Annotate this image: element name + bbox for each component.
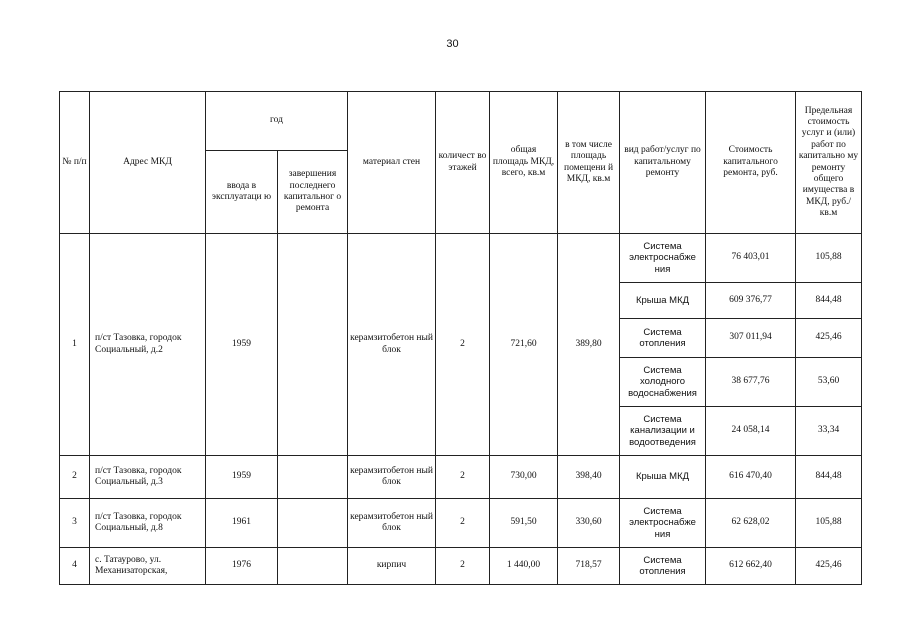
row-work-type: Крыша МКД bbox=[620, 283, 706, 319]
row-cost: 62 628,02 bbox=[706, 499, 796, 548]
row-wall-material: керамзитобетон ный блок bbox=[348, 456, 436, 499]
row-work-type: Система электроснабже ния bbox=[620, 234, 706, 283]
row-limit-cost: 425,46 bbox=[796, 319, 862, 358]
header-num: № п/п bbox=[60, 92, 90, 234]
header-year-last-repair: завершения последнего капитальног о ремонта bbox=[278, 151, 348, 234]
row-year-last-repair bbox=[278, 234, 348, 456]
row-address: п/ст Тазовка, городок Социальный, д.2 bbox=[90, 234, 206, 456]
row-year-last-repair bbox=[278, 548, 348, 585]
row-premises-area: 718,57 bbox=[558, 548, 620, 585]
header-floors: количест во этажей bbox=[436, 92, 490, 234]
row-year-last-repair bbox=[278, 499, 348, 548]
table-row bbox=[60, 234, 862, 283]
row-year-commission: 1976 bbox=[206, 548, 278, 585]
row-cost: 307 011,94 bbox=[706, 319, 796, 358]
row-cost: 38 677,76 bbox=[706, 358, 796, 407]
row-limit-cost: 105,88 bbox=[796, 234, 862, 283]
row-year-last-repair bbox=[278, 456, 348, 499]
header-work-type: вид работ/услуг по капитальному ремонту bbox=[620, 92, 706, 234]
capital-repair-table bbox=[59, 91, 862, 585]
row-limit-cost: 844,48 bbox=[796, 456, 862, 499]
header-premises-area: в том числе площадь помещени й МКД, кв.м bbox=[558, 92, 620, 234]
row-premises-area: 389,80 bbox=[558, 234, 620, 456]
row-address: п/ст Тазовка, городок Социальный, д.3 bbox=[90, 456, 206, 499]
row-year-commission: 1959 bbox=[206, 456, 278, 499]
row-num: 1 bbox=[60, 234, 90, 456]
row-year-commission: 1959 bbox=[206, 234, 278, 456]
row-wall-material: керамзитобетон ный блок bbox=[348, 234, 436, 456]
row-wall-material: керамзитобетон ный блок bbox=[348, 499, 436, 548]
row-year-commission: 1961 bbox=[206, 499, 278, 548]
row-num: 4 bbox=[60, 548, 90, 585]
page-number: 30 bbox=[446, 38, 459, 50]
row-floors: 2 bbox=[436, 548, 490, 585]
row-floors: 2 bbox=[436, 456, 490, 499]
row-cost: 609 376,77 bbox=[706, 283, 796, 319]
header-wall-material: материал стен bbox=[348, 92, 436, 234]
row-limit-cost: 425,46 bbox=[796, 548, 862, 585]
row-cost: 76 403,01 bbox=[706, 234, 796, 283]
header-total-area: общая площадь МКД, всего, кв.м bbox=[490, 92, 558, 234]
table-row bbox=[60, 548, 862, 585]
header-limit-cost: Предельная стоимость услуг и (или) работ по капитально му ремонту общего имущества в МКД, руб./кв.м bbox=[796, 92, 862, 234]
row-cost: 616 470,40 bbox=[706, 456, 796, 499]
header-cost: Стоимость капитального ремонта, руб. bbox=[706, 92, 796, 234]
row-limit-cost: 33,34 bbox=[796, 407, 862, 456]
row-work-type: Система холодного водоснабжения bbox=[620, 358, 706, 407]
row-address: п/ст Тазовка, городок Социальный, д.8 bbox=[90, 499, 206, 548]
row-work-type: Система электроснабже ния bbox=[620, 499, 706, 548]
row-total-area: 1 440,00 bbox=[490, 548, 558, 585]
row-work-type: Система отопления bbox=[620, 548, 706, 585]
table-row bbox=[60, 456, 862, 499]
row-address: с. Татаурово, ул. Механизаторская, bbox=[90, 548, 206, 585]
row-num: 2 bbox=[60, 456, 90, 499]
row-work-type: Крыша МКД bbox=[620, 456, 706, 499]
row-total-area: 721,60 bbox=[490, 234, 558, 456]
row-limit-cost: 105,88 bbox=[796, 499, 862, 548]
row-total-area: 591,50 bbox=[490, 499, 558, 548]
row-floors: 2 bbox=[436, 499, 490, 548]
row-cost: 24 058,14 bbox=[706, 407, 796, 456]
row-floors: 2 bbox=[436, 234, 490, 456]
table-row bbox=[60, 499, 862, 548]
row-work-type: Система отопления bbox=[620, 319, 706, 358]
row-num: 3 bbox=[60, 499, 90, 548]
row-limit-cost: 53,60 bbox=[796, 358, 862, 407]
row-limit-cost: 844,48 bbox=[796, 283, 862, 319]
row-total-area: 730,00 bbox=[490, 456, 558, 499]
row-premises-area: 330,60 bbox=[558, 499, 620, 548]
row-cost: 612 662,40 bbox=[706, 548, 796, 585]
header-row-1 bbox=[60, 92, 862, 151]
row-work-type: Система канализации и водоотведения bbox=[620, 407, 706, 456]
header-year-commission: ввода в эксплуатаци ю bbox=[206, 151, 278, 234]
row-wall-material: кирпич bbox=[348, 548, 436, 585]
header-year: год bbox=[206, 92, 348, 151]
row-premises-area: 398,40 bbox=[558, 456, 620, 499]
header-address: Адрес МКД bbox=[90, 92, 206, 234]
